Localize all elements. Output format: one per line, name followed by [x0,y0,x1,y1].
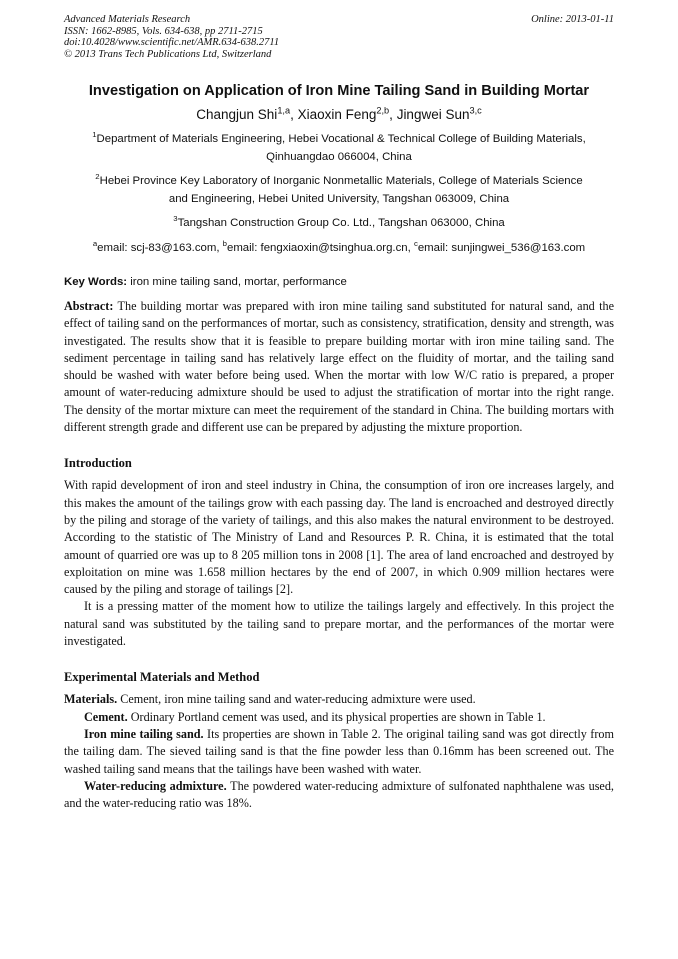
abstract-label: Abstract: [64,299,114,313]
tailing-sand-label: Iron mine tailing sand. [84,726,204,741]
email-a: $^a$email: scj-83@163.com, [92,239,223,254]
email-c: $^c$email: sunjingwei_536@163.com [413,239,586,254]
journal-header [64,14,614,60]
affiliation-1: $^1$Department of Materials Engineering, Hebei Vocational & Technical College of Building Materials, Qinhuangdao 066004, China [92,130,586,163]
cement-text: Ordinary Portland cement was used, and its physical properties are shown in Table 1. [127,709,546,724]
methods-heading: Experimental Materials and Method [64,670,260,685]
admixture-text: The powdered water-reducing admixture of sulfonated naphthalene was used, and the water-reducing ratio was 18%. [64,778,614,811]
materials-text: Cement, iron mine tailing sand and water-reducing admixture were used. [117,692,476,707]
cement-paragraph [64,709,614,726]
introduction-paragraph-1: With rapid development of iron and steel industry in China, the consumption of iron ore increases largely, and this makes the amount of the tailings grow with each passing day. The land is encroached and destroyed directly by the piling and storage of the variety of tailings, and this also makes the natural environment to be destroyed. According to the statistic of The Ministry of Land and Resources P. R. China, it is estimated that the total amount of quarried ore was up to 8 205 million tons in 2008 [1]. The area of land encroached and destroyed by exploitation on mine was 1.658 million hectares by the end of 2007, in which 0.909 million hectares were caused by the piling and storage of tailings [2]. [64,478,614,597]
abstract-text: The building mortar was prepared with iron mine tailing sand substituted for natural sand, and the effect of tailing sand on the performances of mortar, such as consistency, stratification, density and strength, was investigated. The results show that it is feasible to prepare building mortar with iron mine tailing sand. The sediment percentage in tailing sand has relatively large effect on the fluidity of mortar, and the tailing sand should be washed with water before being used. When the mortar with low W/C ratio is prepared, a proper amount of water-reducing admixture should be used to adjust the stratification of mortar into the right range. The density of the mortar mixture can meet the requirement of the standard in China. The building mortars with different strength grade and different use can be prepared by adjusting the mixture proportion. [64,299,614,435]
paper-title: Investigation on Application of Iron Mine Tailing Sand in Building Mortar [88,83,590,99]
copyright-line: © 2013 Trans Tech Publications Ltd, Switzerland [64,48,272,60]
issn-line: ISSN: 1662-8985, Vols. 634-638, pp 2711-2715 [64,25,263,37]
materials-paragraph [64,691,614,708]
keywords-label: Key Words: [64,276,128,288]
introduction-heading: Introduction [64,456,132,471]
affiliation-2: $^2$Hebei Province Key Laboratory of Inorganic Nonmetallic Materials, College of Materials Science and Engineering, Hebei United University, Tangshan 063009, China [95,172,583,205]
online-date: Online: 2013-01-11 [531,14,614,25]
author-2: Xiaoxin Feng$^{2,b}$, [297,105,397,122]
email-b: $^b$email: fengxiaoxin@tsinghua.org.cn, [222,239,414,254]
journal-name: Advanced Materials Research [64,14,191,25]
affiliation-3: $^3$Tangshan Construction Group Co. Ltd., Tangshan 063000, China [173,214,505,229]
admixture-label: Water-reducing admixture. [84,778,227,793]
email-list [64,240,614,256]
author-list [64,106,614,124]
admixture-paragraph [64,778,614,813]
author-3: Jingwei Sun$^{3,c}$ [396,105,482,122]
doi-line: doi:10.4028/www.scientific.net/AMR.634-638.2711 [64,37,280,48]
keywords-text: iron mine tailing sand, mortar, performance [127,276,347,288]
materials-label: Materials. [64,692,118,707]
author-1: Changjun Shi$^{1,a}$, [196,105,298,122]
introduction-paragraph-2: It is a pressing matter of the moment how to utilize the tailings largely and effectively. In this project the natural sand was substituted by the tailing sand to prepare mortar, and the performances of the mortar were investigated. [64,599,614,649]
cement-label: Cement. [84,709,128,724]
abstract [64,298,614,436]
tailing-sand-text: Its properties are shown in Table 2. The original tailing sand was got directly from the tailing dam. The sieved tailing sand is that the fine powder less than 0.16mm has been screened out. The washed tailing sand means that the tailings have been washed with water. [64,726,614,776]
keywords [64,274,614,290]
tailing-sand-paragraph [64,726,614,778]
